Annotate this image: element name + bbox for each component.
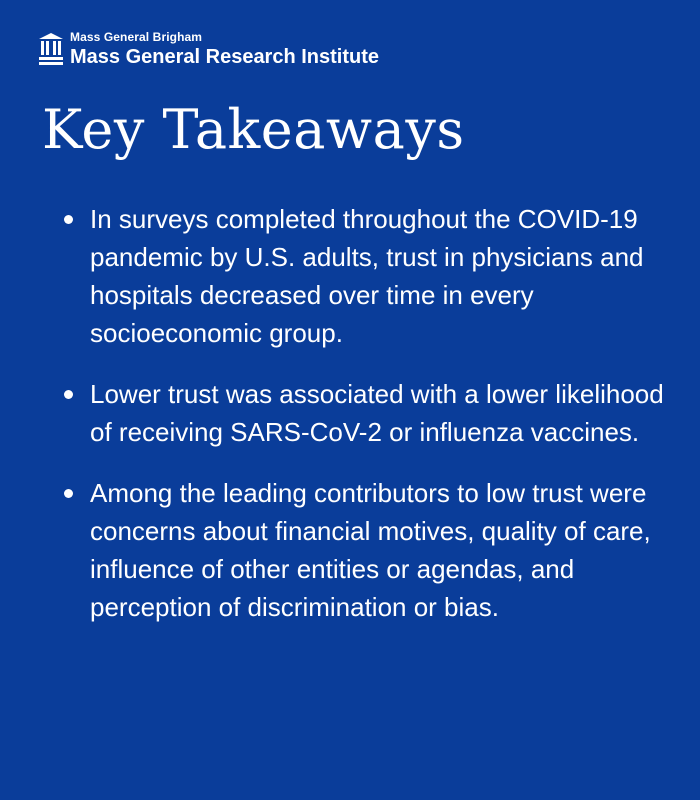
takeaway-item <box>60 375 670 451</box>
takeaway-text: Among the leading contributors to low trust were concerns about financial motives, quality of care, influence of other entities or agendas, and perception of discrimination or bias. <box>90 478 651 622</box>
takeaways-list <box>60 200 670 649</box>
institution-building-icon <box>38 31 64 67</box>
takeaway-text: Lower trust was associated with a lower likelihood of receiving SARS-CoV-2 or influenza vaccines. <box>90 379 664 447</box>
takeaway-item <box>60 200 670 352</box>
brand-institute-name: Mass General Research Institute <box>70 46 380 68</box>
brand-parent-name: Mass General Brigham <box>70 30 203 44</box>
brand-text <box>70 30 379 69</box>
page-title: Key Takeaways <box>42 98 465 161</box>
brand-header <box>38 30 379 69</box>
takeaway-text: In surveys completed throughout the COVID-19 pandemic by U.S. adults, trust in physicians and hospitals decreased over time in every socioeconomic group. <box>90 204 644 348</box>
takeaway-item <box>60 474 670 626</box>
